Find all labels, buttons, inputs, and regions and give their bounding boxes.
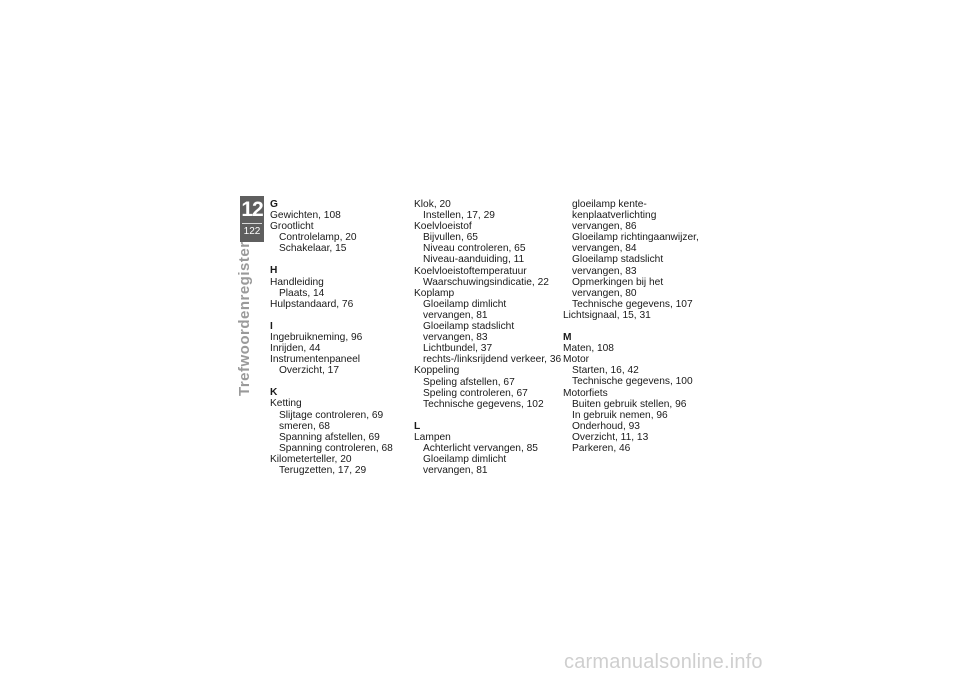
index-column-2: [414, 199, 564, 476]
index-subentry: Terugzetten, 17, 29: [279, 464, 367, 476]
index-entry: Ketting: [270, 398, 302, 410]
index-entry: Grootlicht: [270, 221, 314, 233]
index-subentry: Gloeilamp stadslicht: [572, 254, 664, 266]
index-subentry: Schakelaar, 15: [279, 243, 347, 255]
index-subentry: Waarschuwingsindicatie, 22: [423, 276, 549, 288]
index-letter-heading: G: [270, 199, 278, 210]
index-subentry: Overzicht, 11, 13: [572, 431, 649, 443]
index-subentry: Technische gegevens, 107: [572, 298, 693, 310]
index-entry: Gewichten, 108: [270, 210, 341, 222]
index-entry: Maten, 108: [563, 343, 614, 355]
index-entry: Koelvloeistof: [414, 221, 472, 233]
index-subentry: Lichtbundel, 37: [423, 343, 493, 355]
index-subentry: In gebruik nemen, 96: [572, 409, 668, 421]
index-subentry: Slijtage controleren, 69: [279, 409, 384, 421]
index-subentry: Technische gegevens, 102: [423, 398, 544, 410]
index-letter-heading: H: [270, 265, 278, 277]
index-subentry: kenplaatverlichting: [572, 210, 657, 222]
index-subentry: Starten, 16, 42: [572, 365, 639, 377]
index-column-3: [563, 199, 713, 454]
index-subentry: Speling controleren, 67: [423, 387, 528, 399]
chapter-number: 12: [241, 198, 263, 221]
index-subentry: Niveau controleren, 65: [423, 243, 526, 255]
index-subentry: Instellen, 17, 29: [423, 210, 495, 222]
index-subentry: Spanning controleren, 68: [279, 442, 393, 454]
index-subentry: Gloeilamp richtingaanwijzer,: [572, 232, 699, 244]
index-subentry: Spanning afstellen, 69: [279, 431, 380, 443]
index-subentry: Buiten gebruik stellen, 96: [572, 398, 687, 410]
index-entry: Lichtsignaal, 15, 31: [563, 309, 651, 321]
index-subentry: Niveau-aanduiding, 11: [423, 254, 525, 266]
index-subentry: Controlelamp, 20: [279, 232, 357, 244]
index-subentry: Gloeilamp dimlicht: [423, 298, 507, 310]
index-subentry: Gloeilamp dimlicht: [423, 454, 507, 466]
page-number: 122: [243, 226, 261, 237]
index-entry: Ingebruikneming, 96: [270, 331, 363, 343]
index-entry: Klok, 20: [414, 199, 451, 210]
index-subentry: Bijvullen, 65: [423, 232, 478, 244]
index-subentry: vervangen, 83: [572, 265, 637, 277]
index-entry: Lampen: [414, 431, 451, 443]
index-subentry: vervangen, 84: [572, 243, 637, 255]
index-entry: Koelvloeistoftemperatuur: [414, 265, 527, 277]
index-column-1: [270, 199, 420, 476]
index-entry: Inrijden, 44: [270, 343, 321, 355]
index-subentry: Parkeren, 46: [572, 442, 631, 454]
index-letter-heading: I: [270, 320, 273, 332]
index-subentry: Overzicht, 17: [279, 365, 340, 377]
index-subentry: Opmerkingen bij het: [572, 276, 664, 288]
index-entry: Motorfiets: [563, 387, 608, 399]
chapter-title: Trefwoordenregister: [236, 241, 253, 396]
index-entry: Motor: [563, 354, 590, 366]
index-subentry: gloeilamp kente-: [572, 199, 647, 210]
index-entry: Hulpstandaard, 76: [270, 298, 354, 310]
index-subentry: smeren, 68: [279, 420, 330, 432]
index-letter-heading: M: [563, 332, 572, 344]
watermark: carmanualsonline.info: [564, 651, 763, 673]
index-entry: Instrumentenpaneel: [270, 354, 361, 366]
index-subentry: Speling afstellen, 67: [423, 376, 515, 388]
index-subentry: Plaats, 14: [279, 287, 325, 299]
index-entry: Koppeling: [414, 365, 460, 377]
index-subentry: vervangen, 81: [423, 465, 488, 477]
index-subentry: Onderhoud, 93: [572, 420, 640, 432]
index-subentry: Gloeilamp stadslicht: [423, 321, 515, 333]
index-subentry: Technische gegevens, 100: [572, 376, 693, 388]
index-subentry: vervangen, 81: [423, 309, 488, 321]
index-letter-heading: L: [414, 420, 421, 432]
index-entry: Handleiding: [270, 276, 324, 288]
index-letter-heading: K: [270, 387, 278, 399]
index-subentry: vervangen, 86: [572, 221, 637, 233]
index-subentry: vervangen, 80: [572, 287, 637, 299]
index-entry: Koplamp: [414, 287, 455, 299]
index-subentry: vervangen, 83: [423, 332, 488, 344]
index-subentry: rechts-/linksrijdend verkeer, 36: [423, 354, 562, 366]
chapter-tab: [240, 196, 264, 242]
index-entry: Kilometerteller, 20: [270, 453, 352, 465]
index-subentry: Achterlicht vervangen, 85: [423, 442, 538, 454]
